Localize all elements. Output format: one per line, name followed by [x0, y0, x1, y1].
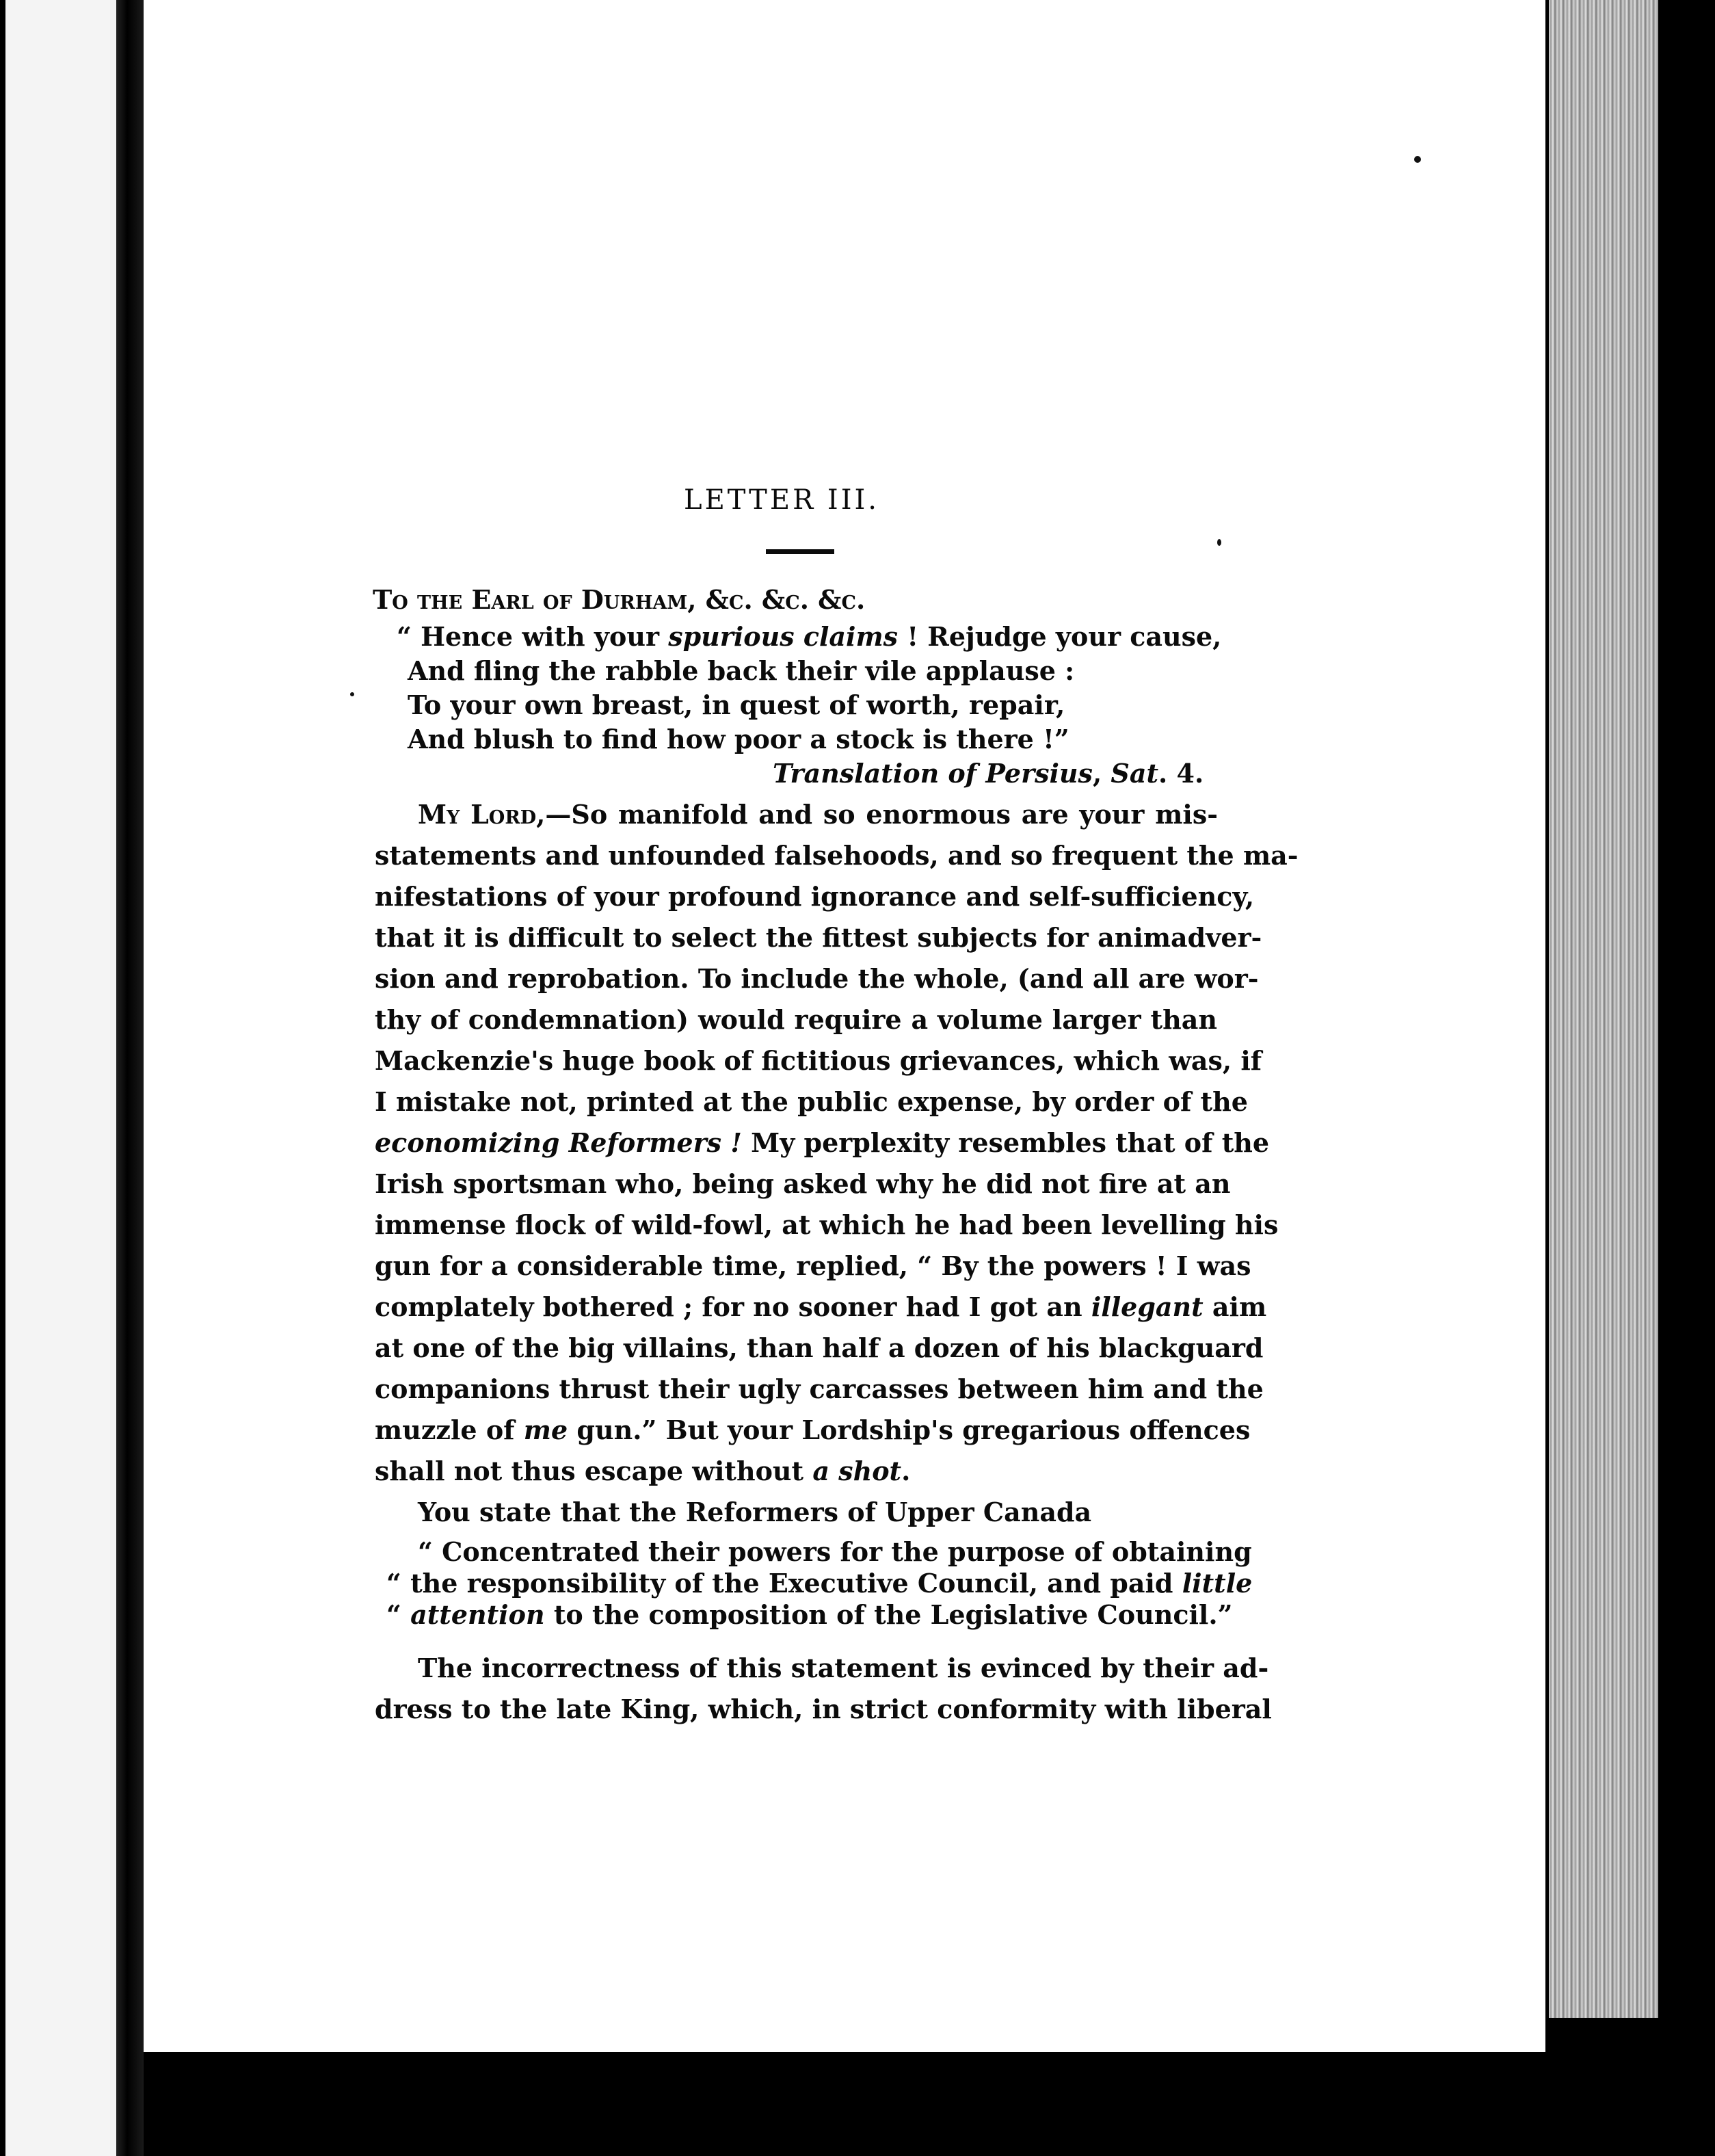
book-spine-shadow: [116, 0, 144, 2156]
epigraph-line-1: [397, 621, 1222, 652]
body-line-4: that it is difficult to select the fittest subjects for animadver-: [375, 922, 1262, 953]
body-line-2: statements and unfounded falsehoods, and so frequent the ma-: [375, 840, 1299, 871]
quote-line-3: [386, 1599, 1233, 1630]
attribution-sep: ,: [1092, 758, 1111, 789]
body-italic: a shot: [812, 1456, 902, 1486]
body-line-9: [375, 1127, 1270, 1158]
quote-text: “ the responsibility of the Executive Council, and paid: [386, 1568, 1182, 1599]
epigraph-text: ! Rejudge your cause,: [898, 621, 1222, 652]
epigraph-line-4: And blush to find how poor a stock is there !”: [408, 724, 1069, 754]
epigraph-line-3: To your own breast, in quest of worth, repair,: [408, 689, 1065, 720]
epigraph-line-2: And fling the rabble back their vile applause :: [408, 655, 1075, 686]
body-line-12: gun for a considerable time, replied, “ By the powers ! I was: [375, 1250, 1251, 1281]
attribution-num: . 4.: [1158, 758, 1204, 789]
body-line-17: [375, 1458, 990, 1484]
quote-line-1: “ Concentrated their powers for the purpose of obtaining: [418, 1536, 1252, 1567]
body-line-5: sion and reprobation. To include the whole, (and all are wor-: [375, 963, 1259, 994]
body-text: shall not thus escape without: [375, 1456, 813, 1486]
body-line-10: Irish sportsman who, being asked why he did not fire at an: [375, 1168, 1231, 1199]
scan-bottom-border: [144, 2052, 1715, 2156]
body-line-15: companions thrust their ugly carcasses between him and the: [375, 1373, 1264, 1404]
epigraph-text: “ Hence with your: [397, 621, 669, 652]
body-line-11: immense flock of wild-fowl, at which he had been levelling his: [375, 1209, 1279, 1240]
body-line-16: [375, 1415, 1251, 1445]
page-stack-edge: [1549, 0, 1658, 2018]
body-text: .: [901, 1456, 911, 1486]
body-text: muzzle of: [375, 1415, 524, 1445]
body-line-7: Mackenzie's huge book of fictitious grievances, which was, if: [375, 1045, 1262, 1076]
ink-speck: [1217, 539, 1221, 546]
address-line: To the Earl of Durham, &c. &c. &c.: [373, 584, 866, 615]
quote-text: “: [386, 1599, 411, 1630]
attribution-sat: Sat: [1111, 758, 1159, 789]
quote-text: to the composition of the Legislative Council.”: [544, 1599, 1233, 1630]
closing-line-2: dress to the late King, which, in strict conformity with liberal: [375, 1694, 1272, 1724]
epigraph-italic: spurious claims: [668, 621, 899, 652]
body-text: complately bothered ; for no sooner had I got an: [375, 1291, 1091, 1322]
body-line-6: thy of condemnation) would require a volume larger than: [375, 1004, 1217, 1035]
body-line-8: I mistake not, printed at the public expense, by order of the: [375, 1086, 1248, 1117]
closing-line-1: The incorrectness of this statement is evinced by their ad-: [418, 1653, 1269, 1683]
salutation: My Lord,: [418, 799, 546, 830]
epigraph-attribution: [773, 758, 1210, 789]
ink-speck: [1414, 156, 1421, 163]
quote-italic: little: [1182, 1568, 1253, 1599]
body-text: —So manifold and so enormous are your mis-: [545, 799, 1218, 830]
letter-heading: LETTER III.: [684, 484, 880, 516]
attribution-work: Translation of Persius: [773, 758, 1093, 789]
body-line-13: [375, 1291, 1267, 1322]
body-line-14: at one of the big villains, than half a dozen of his blackguard: [375, 1332, 1264, 1363]
ink-speck: [350, 692, 354, 696]
paragraph-2: You state that the Reformers of Upper Canada: [418, 1497, 1092, 1527]
body-italic: illegant: [1091, 1291, 1204, 1322]
body-text: My perplexity resembles that of the: [741, 1127, 1270, 1158]
body-italic: economizing Reformers !: [375, 1127, 742, 1158]
body-line-3: nifestations of your profound ignorance and self-sufficiency,: [375, 881, 1255, 912]
quote-line-2: [386, 1568, 1253, 1599]
quote-italic: attention: [410, 1599, 545, 1630]
heading-rule: [766, 549, 834, 554]
body-italic: me: [523, 1415, 568, 1445]
body-text: gun.” But your Lordship's gregarious offences: [568, 1415, 1251, 1445]
body-text: aim: [1203, 1291, 1267, 1322]
body-line-1: [418, 799, 1218, 830]
